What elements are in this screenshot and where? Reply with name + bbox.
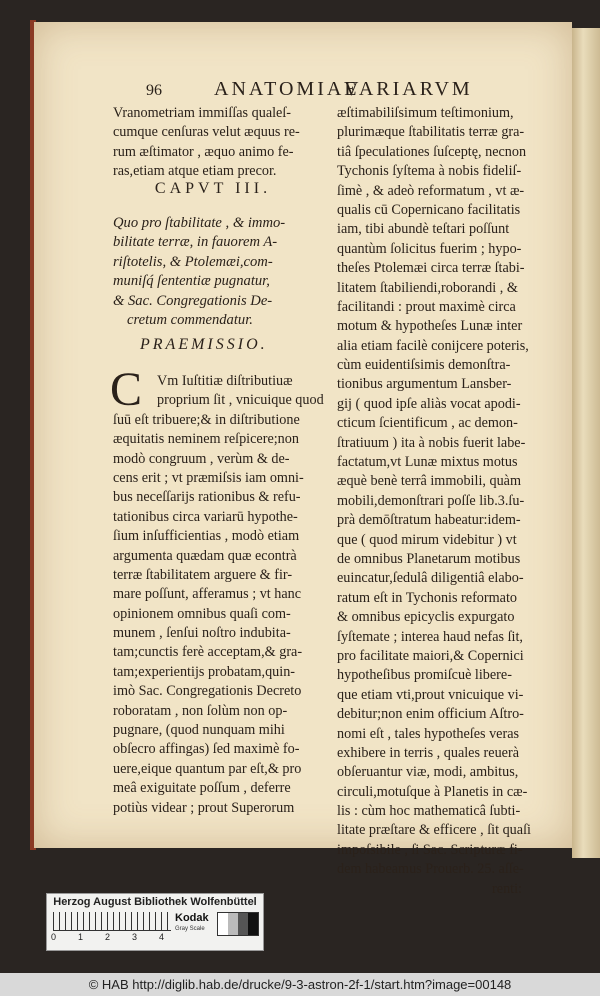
- ruler-number: 3: [132, 932, 138, 942]
- text-line: euincatur,ſedulâ diligentiâ elabo-: [337, 570, 524, 587]
- text-line: imò Sac. Congregationis Decreto: [113, 683, 302, 700]
- text-line: dem habeamus Prouerb. 25. aſſe-: [337, 861, 524, 878]
- text-line: motum & hypotheſes Lunæ inter: [337, 318, 523, 335]
- text-line: plurimæque ſtabilitatis terræ gra-: [337, 124, 525, 141]
- text-line: de omnibus Planetarum motibus: [337, 550, 521, 567]
- gray-scale-patches: [217, 912, 259, 936]
- text-line: pro facilitate maiori,& Copernici: [337, 647, 524, 664]
- text-line: cumque cenſuras velut æquus re-: [113, 124, 300, 141]
- text-line: alia etiam facilè conijcere poteris,: [337, 337, 529, 354]
- chapter-heading: CAPVT III.: [154, 180, 272, 197]
- text-line: meâ exiguitate poſſum , deferre: [113, 780, 291, 797]
- ruler-number: 2: [105, 932, 111, 942]
- text-line: muniſq́ ſententiæ pugnatur,: [113, 273, 270, 290]
- left-column-body: [110, 363, 324, 818]
- text-line: rum æſtimator , æquo animo fe-: [113, 143, 294, 160]
- text-line: mobili,demonſtrari poſſe lib.3.ſu-: [337, 492, 525, 509]
- text-line: circuli,motuſque à Planetis in cæ-: [337, 783, 528, 800]
- text-line: bus neceſſarijs rationibus & refu-: [113, 489, 301, 506]
- text-line: ſium inſufficientias , modò etiam: [113, 528, 300, 545]
- page-number: 96: [146, 82, 162, 99]
- text-line: nomi eſt , tales hypotheſes veras: [337, 725, 520, 742]
- chapter-argument: [113, 214, 318, 330]
- text-line: riſtotelis, & Ptolemæi,com-: [113, 253, 273, 270]
- text-line: tiâ ſpeculationes ſuſceptę, necnon: [337, 143, 527, 160]
- text-line: ſimè , & adeò reformatum , vt æ-: [337, 182, 525, 199]
- text-line: cens erit ; vt præmiſsis iam omni-: [113, 469, 304, 486]
- text-line: que ( quod mirum videbitur ) vt: [337, 531, 517, 548]
- text-line: pugnare, (quod nunquam mihi: [113, 722, 285, 739]
- text-line: opinionem omnibus quaſi com-: [113, 605, 291, 622]
- text-line: quantùm ſolicitus fuerim ; hypo-: [337, 240, 522, 257]
- text-line: tionibus argumentum Lansber-: [337, 376, 512, 393]
- text-line: ratum eſt in Tychonis reformato: [337, 589, 517, 606]
- kodak-logo: Kodak: [175, 912, 209, 924]
- text-line: & Sac. Congregationis De-: [113, 292, 273, 309]
- ruler-number: 0: [51, 932, 57, 942]
- text-line: litate præſtare & efficere , ſit quaſi: [337, 822, 531, 839]
- text-line: ras,etiam atque etiam precor.: [113, 163, 277, 180]
- text-line: mare poſſunt, afferamus ; vt hanc: [113, 586, 302, 603]
- running-title-right: VARIARVM: [344, 78, 473, 100]
- text-line: tam;experientijs probatam,quin-: [113, 663, 296, 680]
- text-line: bilitate terræ, in fauorem A-: [113, 234, 278, 251]
- text-line: obſeruantur viæ, modi, ambitus,: [337, 764, 519, 781]
- left-column-top: [113, 104, 313, 182]
- text-line: æquè benè terrâ immobili, quàm: [337, 473, 521, 490]
- ruler-number: 4: [159, 932, 165, 942]
- text-line: modò congruum , verùm & de-: [113, 450, 290, 467]
- text-line: munem , ſenſui noſtro indubita-: [113, 625, 291, 642]
- text-line: prà demōſtratum habeatur:idem-: [337, 512, 521, 529]
- text-line: iam, tibi abundè teſtari poſſunt: [337, 221, 510, 238]
- text-line: roboratam , non ſolùm non op-: [113, 702, 288, 719]
- text-line: cticum ſcientificum , ac demon-: [337, 415, 518, 432]
- right-column: [337, 104, 531, 899]
- library-name: Herzog August Bibliothek Wolfenbüttel: [53, 896, 257, 908]
- text-line: & omnibus epicyclis expurgato: [337, 609, 515, 626]
- running-title-left: ANATOMIAE: [214, 78, 360, 100]
- text-line: potiùs videar ; prout Superorum: [113, 799, 295, 816]
- text-line: Vm Iuſtitiæ diſtributiuæ: [157, 373, 293, 389]
- text-line: factatum,vt Lunæ mixtus motus: [337, 454, 518, 471]
- text-line: facilitandi : prout maximè circa: [337, 298, 516, 315]
- text-line: ſuū eſt tribuere;& in diſtributione: [113, 411, 300, 428]
- text-line: litatem ſtabiliendi,roborandi , &: [337, 279, 518, 296]
- color-scale-card: [46, 893, 264, 951]
- ruler-number: 1: [78, 932, 84, 942]
- text-line: cùm euidentiſsimis demonſtra-: [337, 357, 511, 374]
- text-line: debitur;non enim officium Aſtro-: [337, 706, 524, 723]
- text-line: terræ ſtabilitatem arguere & fir-: [113, 566, 293, 583]
- catchword: renti:: [492, 880, 522, 897]
- text-line: gij ( quod ipſe aliàs vocat apodi-: [337, 395, 521, 412]
- text-line: que etiam vti,prout vnicuique vi-: [337, 686, 524, 703]
- drop-capital: C: [110, 363, 143, 416]
- text-line: Vranometriam immiſſas qualeſ-: [113, 105, 292, 121]
- text-line: tam;cunctis ferè acceptam,& gra-: [113, 644, 303, 661]
- text-line: ſyſtemate ; interea haud nefas ſit,: [337, 628, 523, 645]
- text-line: tationibus circa variarū hypothe-: [113, 508, 298, 525]
- text-line: hypotheſibus promiſcuè libere-: [337, 667, 512, 684]
- text-line: qualis cū Copernicano facilitatis: [337, 201, 521, 218]
- book-fore-edge: [572, 28, 600, 858]
- text-line: exhibere in terris , quales reuerà: [337, 744, 519, 761]
- text-line: cretum commendatur.: [127, 311, 253, 328]
- text-line: theſes Ptolemæi circa terræ ſtabi-: [337, 260, 525, 277]
- text-line: proprium ſit , vnicuique quod: [157, 392, 324, 409]
- text-line: æquitatis neminem reſpicere;non: [113, 431, 299, 448]
- copyright-footer: © HAB http://diglib.hab.de/drucke/9-3-astron-2f-1/start.htm?image=00148: [0, 973, 600, 996]
- text-line: impoſsibile , ſi Sac. Scripturæ fi-: [337, 841, 523, 858]
- text-line: Quo pro ſtabilitate , & immo-: [113, 215, 286, 231]
- text-line: ſtratiuum ) ita à nobis fuerit labe-: [337, 434, 526, 451]
- section-heading: PRAEMISSIO.: [140, 336, 268, 353]
- text-line: Tychonis ſyſtema à nobis fideliſ-: [337, 163, 522, 180]
- text-line: argumenta quædam quæ econtrà: [113, 547, 297, 564]
- text-line: æſtimabiliſsimum teſtimonium,: [337, 105, 514, 121]
- text-line: obſecro affingas) ſed maximè fo-: [113, 741, 300, 758]
- text-line: uere,eique quantum par eſt,& pro: [113, 760, 302, 777]
- gray-scale-label: Gray Scale: [175, 926, 205, 932]
- ruler-icon: [53, 912, 171, 931]
- text-line: lis : cùm hoc mathematicâ ſubti-: [337, 803, 521, 820]
